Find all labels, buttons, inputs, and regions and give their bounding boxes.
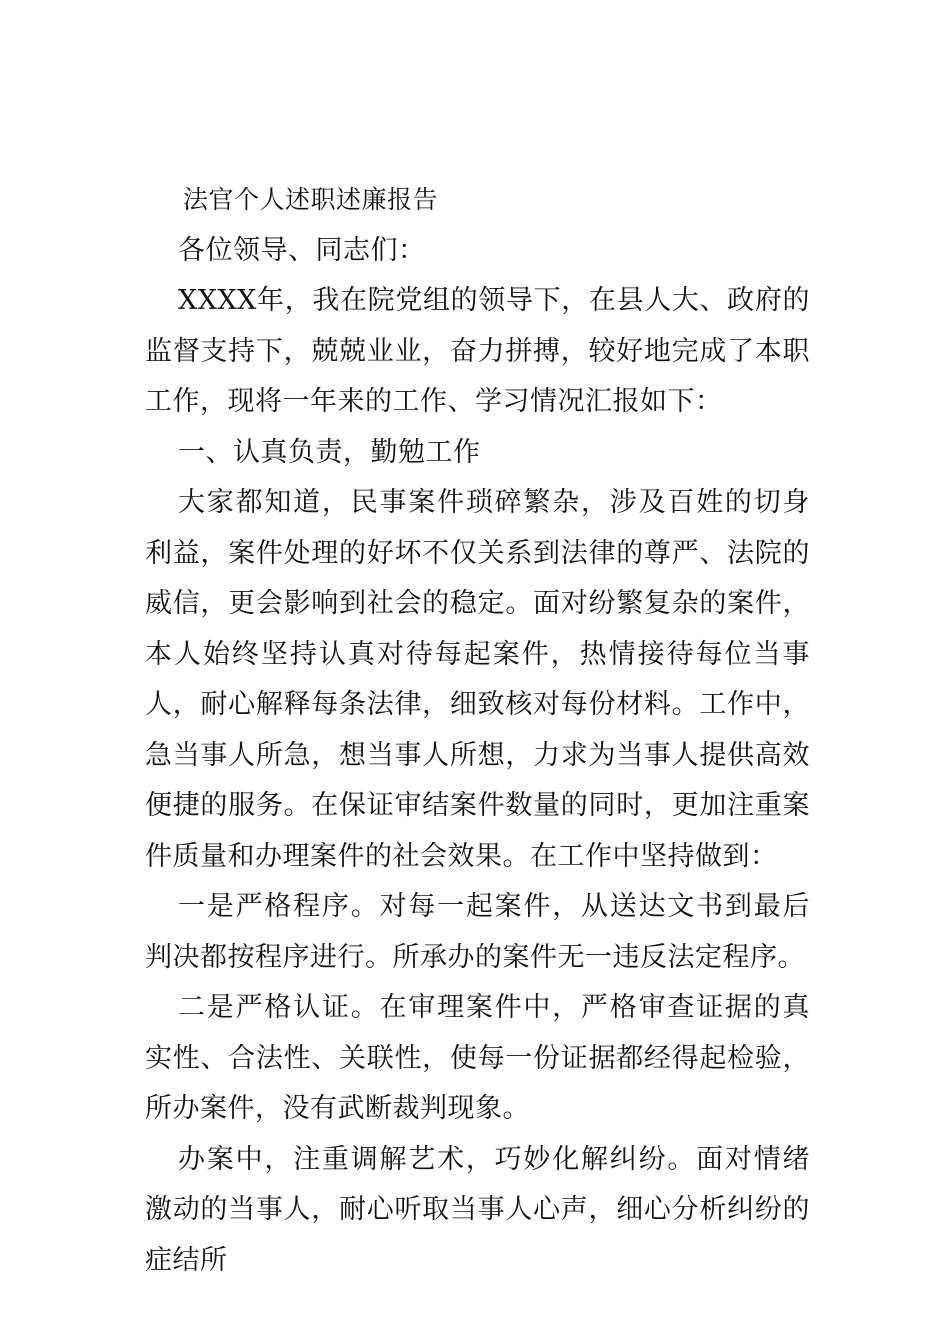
- body-paragraph: 一是严格程序。对每一起案件，从送达文书到最后判决都按程序进行。所承办的案件无一违反法定程序。: [145, 891, 810, 973]
- body-paragraph: 大家都知道，民事案件琐碎繁杂，涉及百姓的切身利益，案件处理的好坏不仅关系到法律的尊严、法院的威信，更会影响到社会的稳定。面对纷繁复杂的案件，本人始终坚持认真对待每起案件，热情接待每位当事人，耐心解释每条法律，细致核对每份材料。工作中，急当事人所急，想当事人所想，力求为当事人提供高效便捷的服务。在保证审结案件数量的同时，更加注重案件质量和办理案件的社会效果。在工作中坚持做到：: [145, 487, 810, 872]
- greeting-paragraph: 各位领导、同志们：: [178, 234, 426, 266]
- intro-paragraph: XXXX年，我在院党组的领导下，在县人大、政府的监督支持下，兢兢业业，奋力拼搏，较好地完成了本职工作，现将一年来的工作、学习情况汇报如下：: [145, 285, 810, 417]
- document-body: [145, 175, 810, 1286]
- body-paragraph: 办案中，注重调解艺术，巧妙化解纠纷。面对情绪激动的当事人，耐心听取当事人心声，细心分析纠纷的症结所: [145, 1143, 810, 1276]
- body-paragraph: 二是严格认证。在审理案件中，严格审查证据的真实性、合法性、关联性，使每一份证据都经得起检验，所办案件，没有武断裁判现象。: [145, 992, 810, 1124]
- section-heading: 一、认真负责，勤勉工作: [178, 436, 481, 468]
- document-title: 法官个人述职述廉报告: [183, 185, 439, 214]
